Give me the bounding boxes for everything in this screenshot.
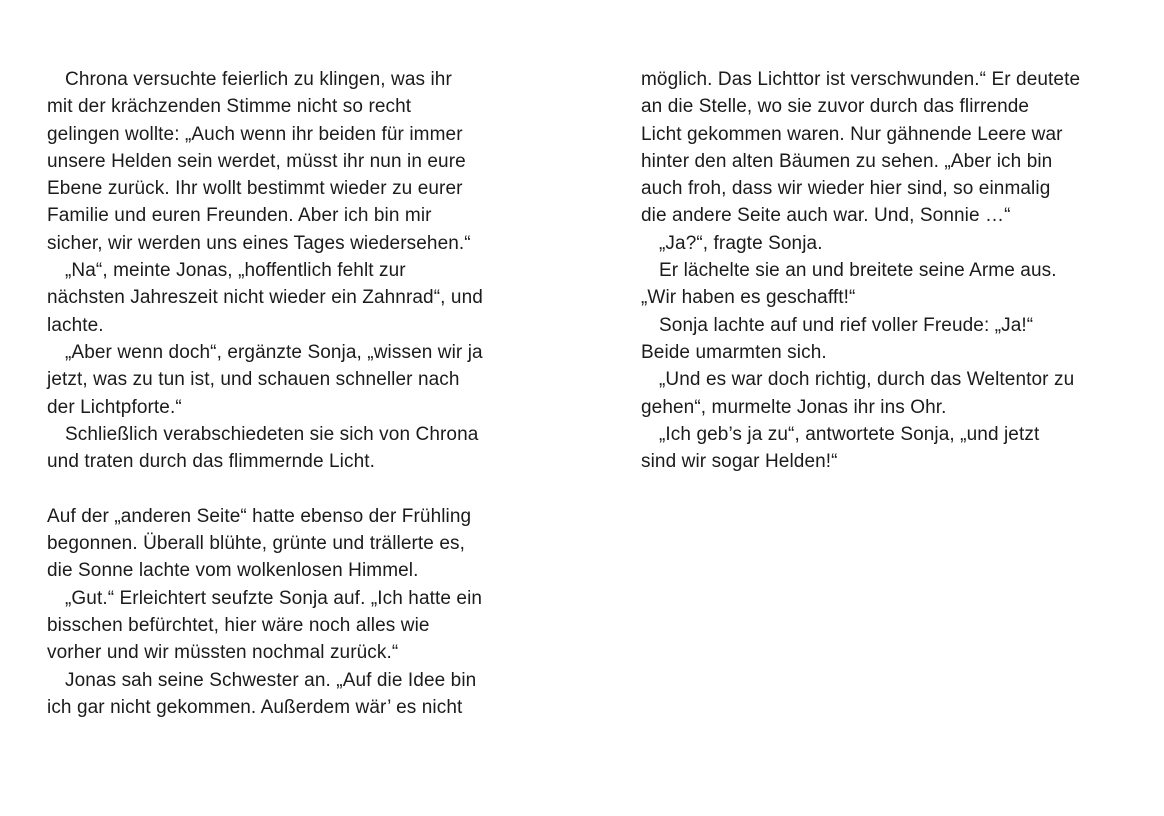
text-line: sind wir sogar Helden!“ [641,451,838,473]
text-line: der Lichtpforte.“ [47,396,182,418]
text-line: die Sonne lachte vom wolkenlosen Himmel. [47,560,419,582]
text-column-left [47,66,547,721]
text-line: Sonja lachte auf und rief voller Freude: „Ja!“ [659,314,1034,336]
paragraph-spacer [47,475,547,502]
text-line: gehen“, murmelte Jonas ihr ins Ohr. [641,396,947,418]
text-line: die andere Seite auch war. Und, Sonnie …“ [641,205,1011,227]
text-line: „Gut.“ Erleichtert seufzte Sonja auf. „Ich hatte ein [65,587,483,609]
text-line: Licht gekommen waren. Nur gähnende Leere war [641,123,1063,145]
text-line: sicher, wir werden uns eines Tages wiedersehen.“ [47,232,471,254]
text-column-right [641,66,1121,475]
text-line: möglich. Das Lichttor ist verschwunden.“ Er deutete [641,69,1081,90]
text-line: auch froh, dass wir wieder hier sind, so einmalig [641,178,1051,200]
text-line: lachte. [47,314,104,336]
text-line: „Ich geb’s ja zu“, antwortete Sonja, „und jetzt [659,423,1040,445]
text-line: „Na“, meinte Jonas, „hoffentlich fehlt zur [65,260,406,282]
text-line: Beide umarmten sich. [641,341,827,363]
text-line: an die Stelle, wo sie zuvor durch das flirrende [641,96,1030,118]
text-line: ich gar nicht gekommen. Außerdem wär’ es nicht [47,696,463,718]
text-line: und traten durch das flimmernde Licht. [47,451,376,473]
paragraph [641,421,1121,476]
paragraph [47,667,547,722]
text-line: Auf der „anderen Seite“ hatte ebenso der Frühling [47,505,472,527]
text-line: nächsten Jahreszeit nicht wieder ein Zahnrad“, und [47,287,483,309]
text-line: Chrona versuchte feierlich zu klingen, was ihr [65,69,452,90]
text-line: unsere Helden sein werdet, müsst ihr nun in eure [47,150,466,172]
paragraph [47,421,547,476]
paragraph [641,66,1121,230]
text-line: Schließlich verabschiedeten sie sich von Chrona [65,423,479,445]
text-line: „Und es war doch richtig, durch das Weltentor zu [659,369,1075,391]
text-line: hinter den alten Bäumen zu sehen. „Aber ich bin [641,150,1053,172]
text-line: bisschen befürchtet, hier wäre noch alles wie [47,614,430,636]
text-line: Familie und euren Freunden. Aber ich bin mir [47,205,432,227]
paragraph [641,257,1121,312]
text-line: Er lächelte sie an und breitete seine Arme aus. [659,260,1057,282]
text-line: „Wir haben es geschafft!“ [641,287,856,309]
paragraph [47,339,547,421]
text-line: gelingen wollte: „Auch wenn ihr beiden für immer [47,123,463,145]
paragraph [641,366,1121,421]
text-line: „Aber wenn doch“, ergänzte Sonja, „wissen wir ja [65,341,483,363]
text-line: mit der krächzenden Stimme nicht so recht [47,96,412,118]
paragraph [47,503,547,585]
paragraph [47,257,547,339]
text-line: Ebene zurück. Ihr wollt bestimmt wieder zu eurer [47,178,463,200]
paragraph [47,66,547,257]
paragraph [641,230,1121,257]
paragraph [641,312,1121,367]
text-line: vorher und wir müssten nochmal zurück.“ [47,642,399,664]
text-line: jetzt, was zu tun ist, und schauen schneller nach [47,369,460,391]
paragraph [47,585,547,667]
text-line: Jonas sah seine Schwester an. „Auf die Idee bin [65,669,477,691]
text-line: begonnen. Überall blühte, grünte und trällerte es, [47,533,465,555]
text-line: „Ja?“, fragte Sonja. [659,232,823,254]
